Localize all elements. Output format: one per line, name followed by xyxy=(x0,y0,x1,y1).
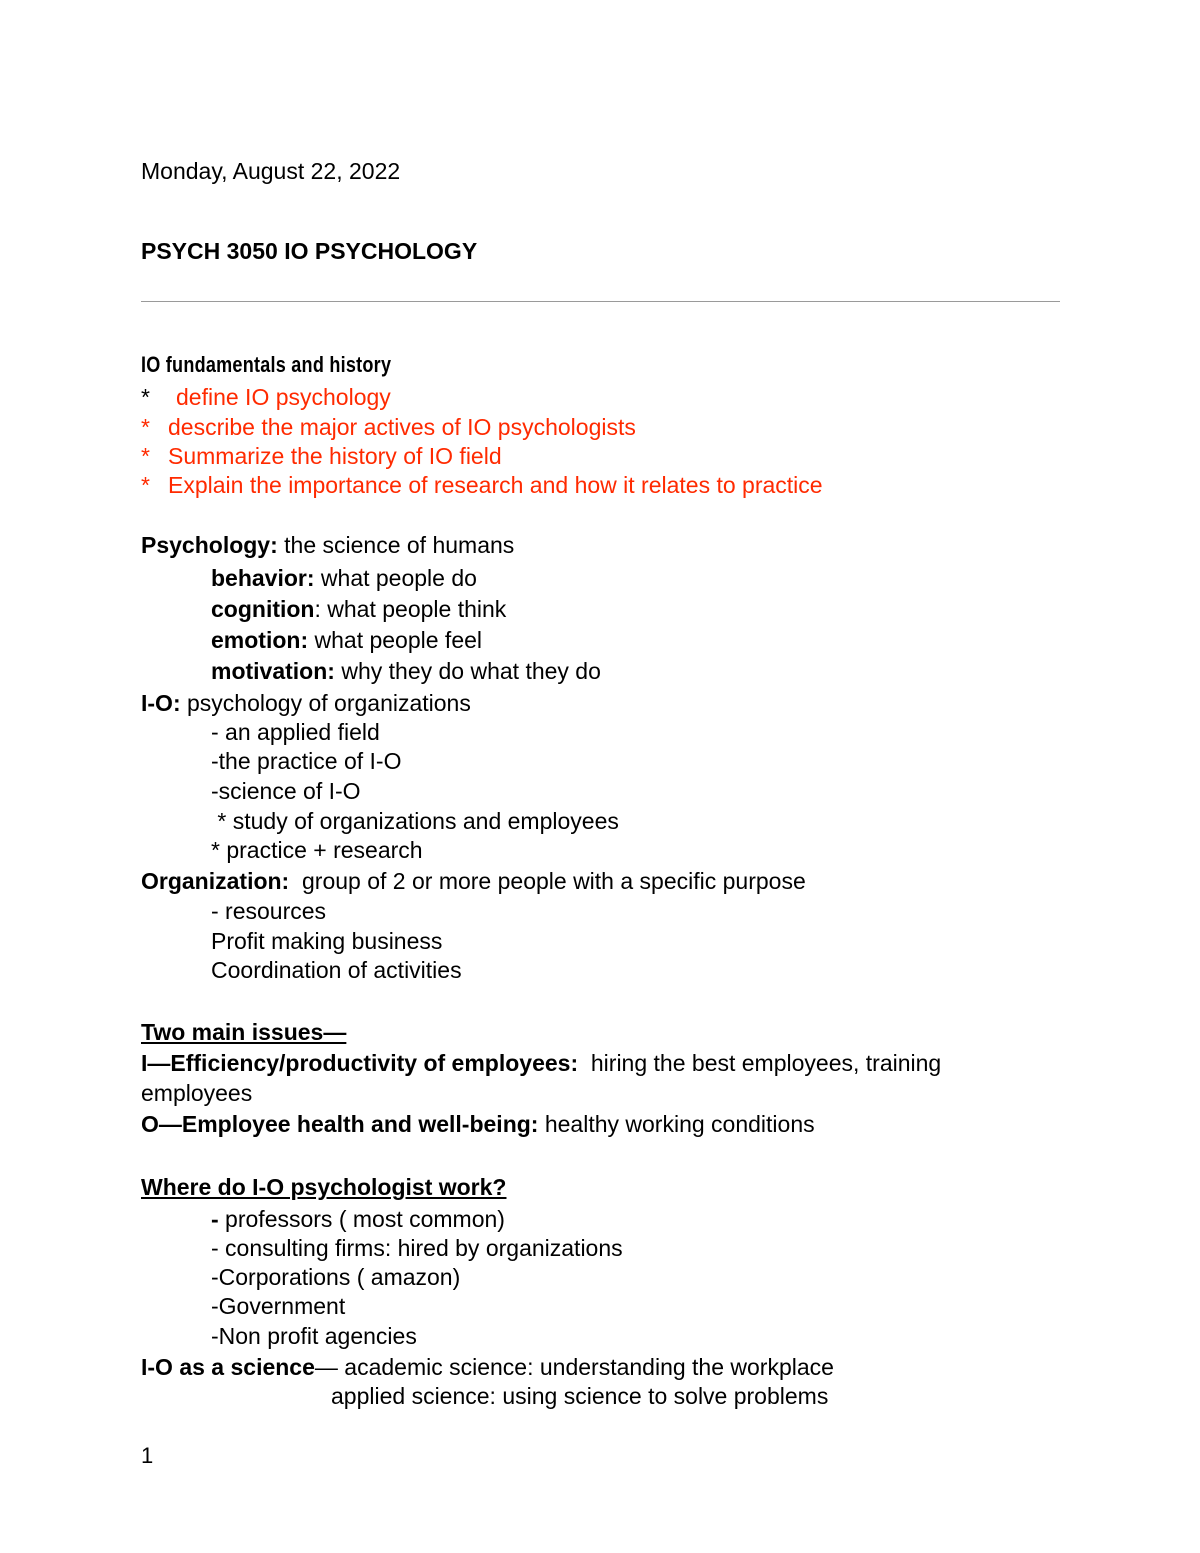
definition: why they do what they do xyxy=(334,658,601,684)
document-date: Monday, August 22, 2022 xyxy=(141,158,401,184)
horizontal-divider xyxy=(141,301,1060,302)
term: I-O as a science xyxy=(141,1354,315,1380)
definition: what people feel xyxy=(308,627,483,653)
page-number: 1 xyxy=(141,1443,154,1468)
organization-definition xyxy=(141,870,806,893)
term: I—Efficiency/productivity of employees: xyxy=(141,1050,579,1076)
dash: - xyxy=(211,1206,219,1232)
work-line-3: -Corporations ( amazon) xyxy=(211,1264,461,1290)
io-line-5: * practice + research xyxy=(211,837,423,863)
psychology-sub-behavior xyxy=(211,567,477,590)
term: cognition xyxy=(211,596,315,622)
issue-o xyxy=(141,1113,815,1136)
course-title: PSYCH 3050 IO PSYCHOLOGY xyxy=(141,238,478,264)
term: emotion: xyxy=(211,627,309,653)
io-definition xyxy=(141,692,471,715)
psychology-sub-cognition xyxy=(211,598,506,621)
term: O—Employee health and well-being: xyxy=(141,1111,539,1137)
objective-item-2 xyxy=(141,414,636,440)
io-science xyxy=(141,1356,834,1379)
work-line-1 xyxy=(211,1208,505,1231)
objective-text: define IO psychology xyxy=(176,384,391,410)
definition: psychology of organizations xyxy=(180,690,471,716)
psychology-sub-emotion xyxy=(211,629,482,652)
bullet-marker: * xyxy=(141,384,150,410)
issue-i-continued: employees xyxy=(141,1080,253,1106)
psychology-definition xyxy=(141,534,514,557)
bullet-marker: * xyxy=(141,414,150,440)
definition: : what people think xyxy=(314,596,507,622)
objective-item-4 xyxy=(141,472,823,498)
objective-item-1 xyxy=(141,384,391,410)
work-line-4: -Government xyxy=(211,1293,346,1319)
objective-item-3 xyxy=(141,443,502,469)
definition: the science of humans xyxy=(277,532,515,558)
io-science-applied: applied science: using science to solve problems xyxy=(331,1383,829,1409)
definition: — academic science: understanding the workplace xyxy=(314,1354,834,1380)
term: Organization: xyxy=(141,868,290,894)
definition: group of 2 or more people with a specific purpose xyxy=(289,868,806,894)
organization-line-2: Profit making business xyxy=(211,928,443,954)
term: motivation: xyxy=(211,658,335,684)
io-line-2: -the practice of I-O xyxy=(211,748,402,774)
io-line-1: - an applied field xyxy=(211,719,380,745)
work-line-2: - consulting firms: hired by organizations xyxy=(211,1235,623,1261)
objective-text: describe the major actives of IO psychologists xyxy=(168,414,636,440)
term: I-O: xyxy=(141,690,181,716)
definition: professors ( most common) xyxy=(218,1206,505,1232)
bullet-marker: * xyxy=(141,443,150,469)
organization-line-1: - resources xyxy=(211,898,327,924)
objective-text: Summarize the history of IO field xyxy=(168,443,502,469)
issues-heading: Two main issues— xyxy=(141,1019,347,1045)
io-line-4: * study of organizations and employees xyxy=(211,808,619,834)
io-line-3: -science of I-O xyxy=(211,778,361,804)
objective-text: Explain the importance of research and how it relates to practice xyxy=(168,472,823,498)
bullet-marker: * xyxy=(141,472,150,498)
objectives-heading: IO fundamentals and history xyxy=(141,352,392,377)
organization-line-3: Coordination of activities xyxy=(211,957,462,983)
definition: hiring the best employees, training xyxy=(578,1050,942,1076)
definition: what people do xyxy=(314,565,477,591)
work-line-5: -Non profit agencies xyxy=(211,1323,417,1349)
term: Psychology: xyxy=(141,532,278,558)
work-heading: Where do I-O psychologist work? xyxy=(141,1174,507,1200)
definition: healthy working conditions xyxy=(538,1111,815,1137)
term: behavior: xyxy=(211,565,315,591)
issue-i xyxy=(141,1052,941,1075)
psychology-sub-motivation xyxy=(211,660,601,683)
